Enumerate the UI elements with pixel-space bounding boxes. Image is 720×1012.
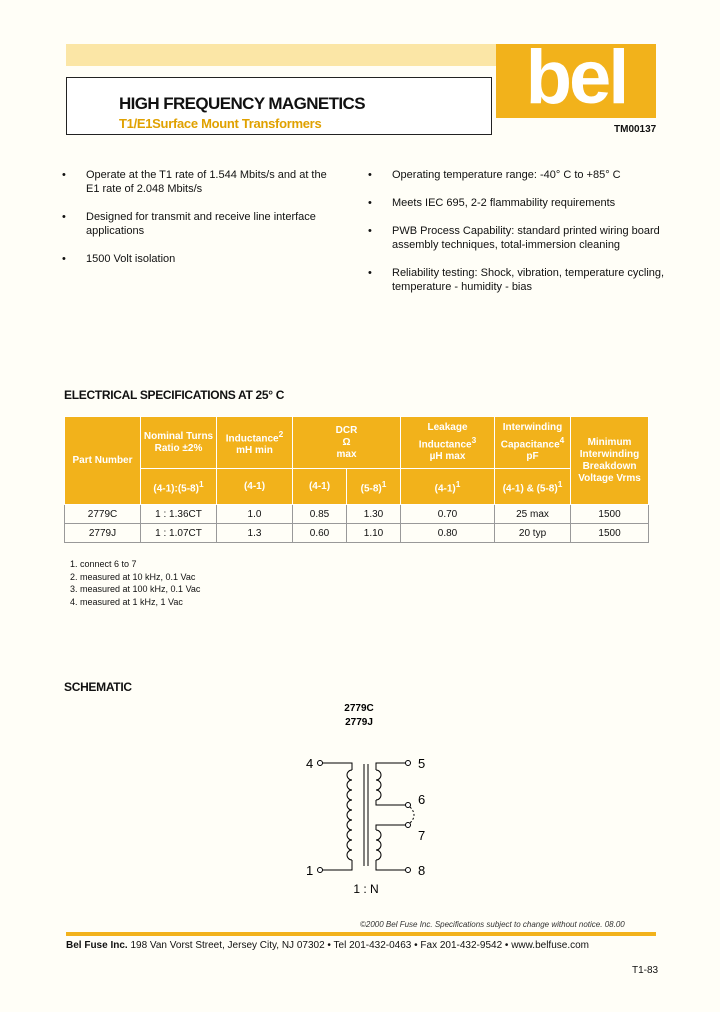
cell-turns: 1 : 1.07CT <box>141 524 217 543</box>
turns-ratio-label: 1 : N <box>353 882 379 896</box>
specs-heading: ELECTRICAL SPECIFICATIONS AT 25° C <box>64 388 285 402</box>
pin-label-1: 1 <box>306 863 314 878</box>
feature-text: Reliability testing: Shock, vibration, temperature cycling, temperature - humidity - bias <box>392 267 665 293</box>
page-title: HIGH FREQUENCY MAGNETICS <box>119 94 365 113</box>
footnote: 2. measured at 10 kHz, 0.1 Vac <box>70 571 196 582</box>
header-part-number: Part Number <box>65 417 141 505</box>
cell-voltage: 1500 <box>571 505 649 524</box>
feature-text: Operating temperature range: -40° C to +85° C <box>392 169 621 181</box>
subheader-dcr-a: (4-1) <box>293 469 347 505</box>
transformer-schematic <box>300 700 440 900</box>
bullet-glyph: • <box>368 225 372 237</box>
pin-label-6: 6 <box>418 792 426 807</box>
cell-leakage: 0.70 <box>401 505 495 524</box>
cell-part: 2779C <box>65 505 141 524</box>
footnote: 4. measured at 1 kHz, 1 Vac <box>70 596 183 607</box>
footnotes <box>70 558 200 608</box>
table-row <box>65 505 649 524</box>
feature-item <box>368 168 668 182</box>
bullet-glyph: • <box>368 197 372 209</box>
pin-label-7: 7 <box>418 828 426 843</box>
pin-label-8: 8 <box>418 863 426 878</box>
pin-4-terminal <box>318 761 323 766</box>
pin-6-terminal <box>406 803 411 808</box>
cell-inductance: 1.3 <box>217 524 293 543</box>
feature-text: Meets IEC 695, 2-2 flammability requirements <box>392 197 616 209</box>
cell-leakage: 0.80 <box>401 524 495 543</box>
bullet-glyph: • <box>62 169 66 181</box>
cell-turns: 1 : 1.36CT <box>141 505 217 524</box>
table-row <box>65 524 649 543</box>
bullet-glyph: • <box>62 253 66 265</box>
feature-text: 1500 Volt isolation <box>86 253 176 265</box>
cell-dcr-a: 0.85 <box>293 505 347 524</box>
page-number: T1-83 <box>632 965 659 976</box>
pin-label-4: 4 <box>306 756 314 771</box>
cell-capacitance: 25 max <box>495 505 571 524</box>
feature-item <box>62 210 342 238</box>
header-turns-ratio: Nominal Turns Ratio ±2% <box>141 417 217 469</box>
cell-capacitance: 20 typ <box>495 524 571 543</box>
bottom-color-band <box>66 932 656 936</box>
feature-text: PWB Process Capability: standard printed wiring board assembly techniques, total-immersion cleaning <box>392 225 660 251</box>
bel-logo <box>496 35 656 120</box>
feature-text: Operate at the T1 rate of 1.544 Mbits/s and at the E1 rate of 2.048 Mbits/s <box>86 169 327 195</box>
subheader-capacitance: (4-1) & $(5-8)^1$ <box>495 469 571 505</box>
subheader-leakage: $(4-1)^1$ <box>401 469 495 505</box>
bullet-glyph: • <box>368 267 372 279</box>
pin-label-5: 5 <box>418 756 426 771</box>
document-code: TM00137 <box>614 124 657 135</box>
electrical-specs-table <box>64 416 649 543</box>
pin-7-terminal <box>406 823 411 828</box>
header-inductance: Inductance$^2$ mH min <box>217 417 293 469</box>
pin-8-terminal <box>406 868 411 873</box>
feature-item <box>62 252 342 266</box>
features-left <box>62 168 342 280</box>
pin-1-terminal <box>318 868 323 873</box>
feature-item <box>62 168 342 196</box>
footer-address <box>66 940 589 951</box>
cell-dcr-b: 1.30 <box>347 505 401 524</box>
cell-inductance: 1.0 <box>217 505 293 524</box>
feature-item <box>368 266 668 294</box>
header-dcr: DCR Ω max <box>293 417 401 469</box>
feature-text: Designed for transmit and receive line interface applications <box>86 211 316 237</box>
footnote: 1. connect 6 to 7 <box>70 559 137 569</box>
schematic-part-a: 2779C <box>344 703 374 714</box>
subheader-dcr-b: $(5-8)^1$ <box>347 469 401 505</box>
subheader-inductance: (4-1) <box>217 469 293 505</box>
logo-text: bel <box>525 35 627 120</box>
transformer-core <box>364 764 368 866</box>
bullet-glyph: • <box>368 169 372 181</box>
schematic-part-b: 2779J <box>345 717 373 728</box>
header-capacitance: Interwinding Capacitance$^4$ pF <box>495 417 571 469</box>
features-right <box>368 168 668 308</box>
header-leakage: Leakage Inductance$^3$ µH max <box>401 417 495 469</box>
cell-dcr-b: 1.10 <box>347 524 401 543</box>
header-breakdown-voltage: Minimum Interwinding Breakdown Voltage Vrms <box>571 417 649 505</box>
secondary-winding <box>376 763 414 870</box>
feature-item <box>368 196 668 210</box>
title-box <box>66 77 492 135</box>
schematic-heading: SCHEMATIC <box>64 680 132 694</box>
primary-winding <box>320 763 352 870</box>
copyright-note: ©2000 Bel Fuse Inc. Specifications subject to change without notice. 08.00 <box>360 920 625 929</box>
cell-part: 2779J <box>65 524 141 543</box>
pin-5-terminal <box>406 761 411 766</box>
cell-dcr-a: 0.60 <box>293 524 347 543</box>
subheader-turns: $(4-1):(5-8)^1$ <box>141 469 217 505</box>
company-name: Bel Fuse Inc. <box>66 940 128 951</box>
bullet-glyph: • <box>62 211 66 223</box>
footnote: 3. measured at 100 kHz, 0.1 Vac <box>70 584 201 594</box>
feature-item <box>368 224 668 252</box>
page-subtitle: T1/E1Surface Mount Transformers <box>119 116 322 131</box>
cell-voltage: 1500 <box>571 524 649 543</box>
contact-info: 198 Van Vorst Street, Jersey City, NJ 07302 • Tel 201-432-0463 • Fax 201-432-9542 • www.belfuse.com <box>127 940 589 951</box>
